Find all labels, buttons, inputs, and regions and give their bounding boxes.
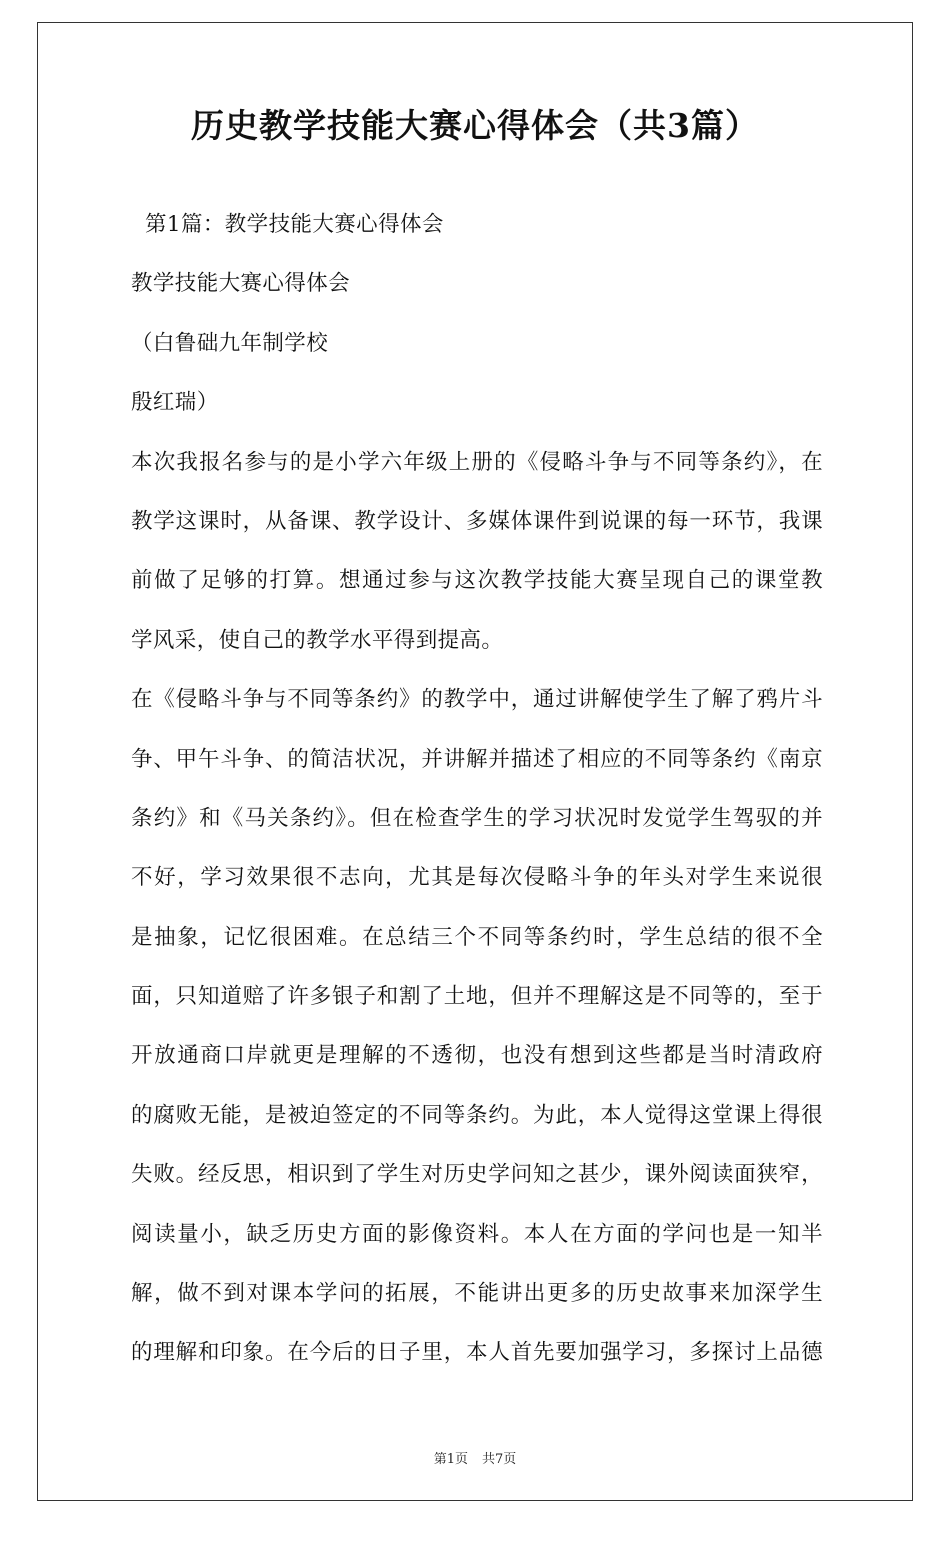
text-line: 的理解和印象。在今后的日子里，本人首先要加强学习，多探讨上品德 (131, 1340, 823, 1366)
text-line: 开放通商口岸就更是理解的不透彻，也没有想到这些都是当时清政府 (131, 1043, 823, 1069)
text-line: 的腐败无能，是被迫签定的不同等条约。为此，本人觉得这堂课上得很 (131, 1102, 823, 1128)
page-number-current: 第1页 (433, 1452, 468, 1467)
text-line: 争、甲午斗争、的简洁状况，并讲解并描述了相应的不同等条约《南京 (131, 746, 823, 772)
author-school: （白鲁础九年制学校 (131, 330, 329, 356)
text-line: 本次我报名参与的是小学六年级上册的《侵略斗争与不同等条约》，在 (131, 449, 823, 475)
text-line: 是抽象，记忆很困难。在总结三个不同等条约时，学生总结的很不全 (131, 924, 823, 950)
text-line: 教学这课时，从备课、教学设计、多媒体课件到说课的每一环节，我课 (131, 508, 823, 534)
text-line: 条约》和《马关条约》。但在检查学生的学习状况时发觉学生驾驭的并 (131, 805, 823, 831)
text-line: 前做了足够的打算。想通过参与这次教学技能大赛呈现自己的课堂教 (131, 568, 823, 594)
subtitle: 教学技能大赛心得体会 (131, 271, 351, 297)
text-line: 学风采，使自己的教学水平得到提高。 (131, 627, 504, 653)
page-number-total: 共7页 (482, 1452, 517, 1467)
section-heading: 第1篇：教学技能大赛心得体会 (145, 212, 444, 237)
text-line: 失败。经反思，相识到了学生对历史学问知之甚少，课外阅读面狭窄， (131, 1162, 823, 1188)
text-line: 阅读量小，缺乏历史方面的影像资料。本人在方面的学问也是一知半 (131, 1221, 823, 1247)
text-line: 不好，学习效果很不志向，尤其是每次侵略斗争的年头对学生来说很 (131, 865, 823, 891)
text-line: 解，做不到对课本学问的拓展，不能讲出更多的历史故事来加深学生 (131, 1281, 823, 1307)
document-body (131, 195, 823, 1383)
document-title: 历史教学技能大赛心得体会（共3篇） (191, 106, 759, 145)
text-line: 面，只知道赔了许多银子和割了土地，但并不理解这是不同等的，至于 (131, 984, 823, 1010)
author-name: 殷红瑞） (131, 390, 219, 416)
text-line: 在《侵略斗争与不同等条约》的教学中，通过讲解使学生了解了鸦片斗 (131, 687, 823, 713)
page-footer (0, 1448, 950, 1467)
